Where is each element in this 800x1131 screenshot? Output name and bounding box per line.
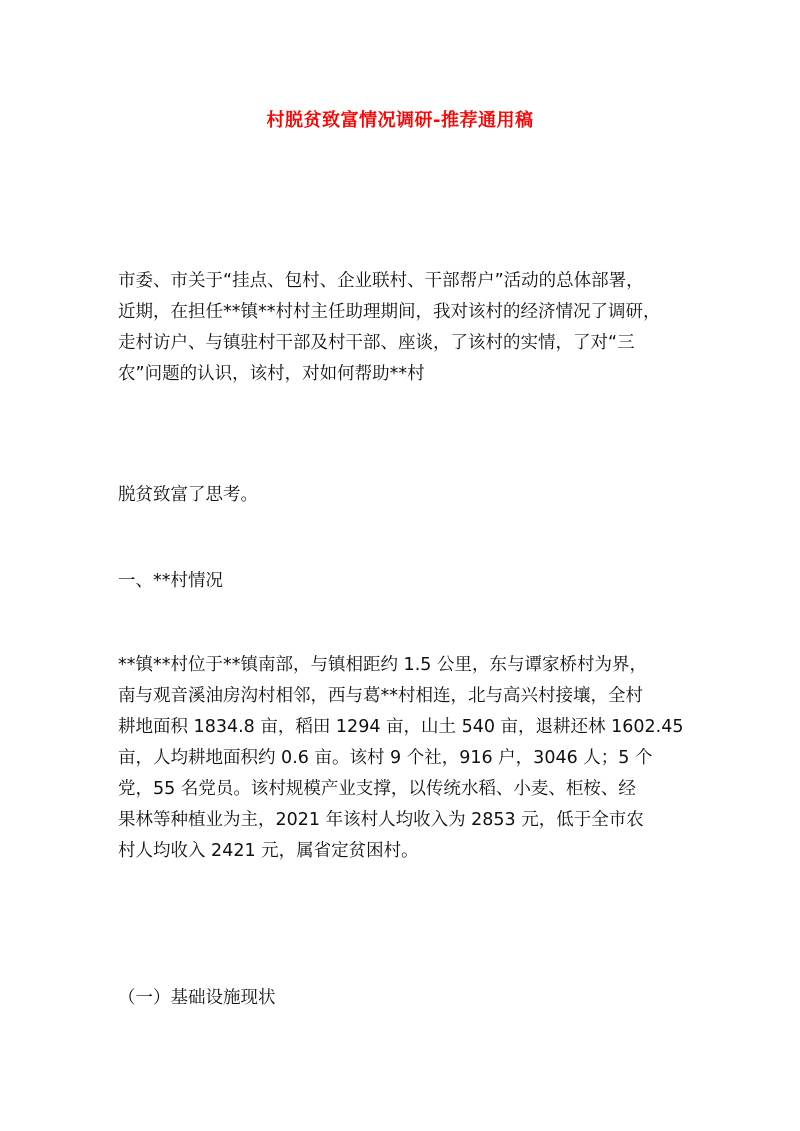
heading-line: （一）基础设施现状 [118,988,276,1008]
village-info-paragraph [118,650,698,867]
paragraph-line: 农”问题的认识，该村，对如何帮助**村 [118,364,425,384]
paragraph-line: 果林等种植业为主，2021 年该村人均收入为 2853 元，低于全市农 [118,810,644,830]
paragraph-line: 村人均收入 2421 元，属省定贫困村。 [118,841,419,861]
intro-paragraph-continued [118,480,698,511]
paragraph-line: 走村访户、与镇驻村干部及村干部、座谈，了该村的实情，了对“三 [118,333,635,353]
document-title: 村脱贫致富情况调研-推荐通用稿 [266,110,534,131]
paragraph-line: **镇**村位于**镇南部，与镇相距约 1.5 公里，东与谭家桥村为界， [118,655,647,675]
paragraph-line: 亩，人均耕地面积约 0.6 亩。该村 9 个社，916 户，3046 人；5 个 [118,748,653,768]
paragraph-line: 耕地面积 1834.8 亩，稻田 1294 亩，山土 540 亩，退耕还林 1602.45 [118,717,684,737]
paragraph-line: 脱贫致富了思考。 [118,485,258,505]
section-heading-infrastructure [118,983,698,1014]
paragraph-line: 党，55 名党员。该村规模产业支撑，以传统水稻、小麦、柜桉、经 [118,779,636,799]
intro-paragraph [118,266,698,390]
paragraph-line: 近期，在担任**镇**村村主任助理期间，我对该村的经济情况了调研， [118,302,661,322]
paragraph-line: 南与观音溪油房沟村相邻，西与葛**村相连，北与高兴村接壤，全村 [118,686,643,706]
paragraph-line: 市委、市关于“挂点、包村、企业联村、干部帮户”活动的总体部署， [118,271,644,291]
section-heading-village [118,566,698,597]
heading-line: 一、**村情况 [118,571,223,591]
